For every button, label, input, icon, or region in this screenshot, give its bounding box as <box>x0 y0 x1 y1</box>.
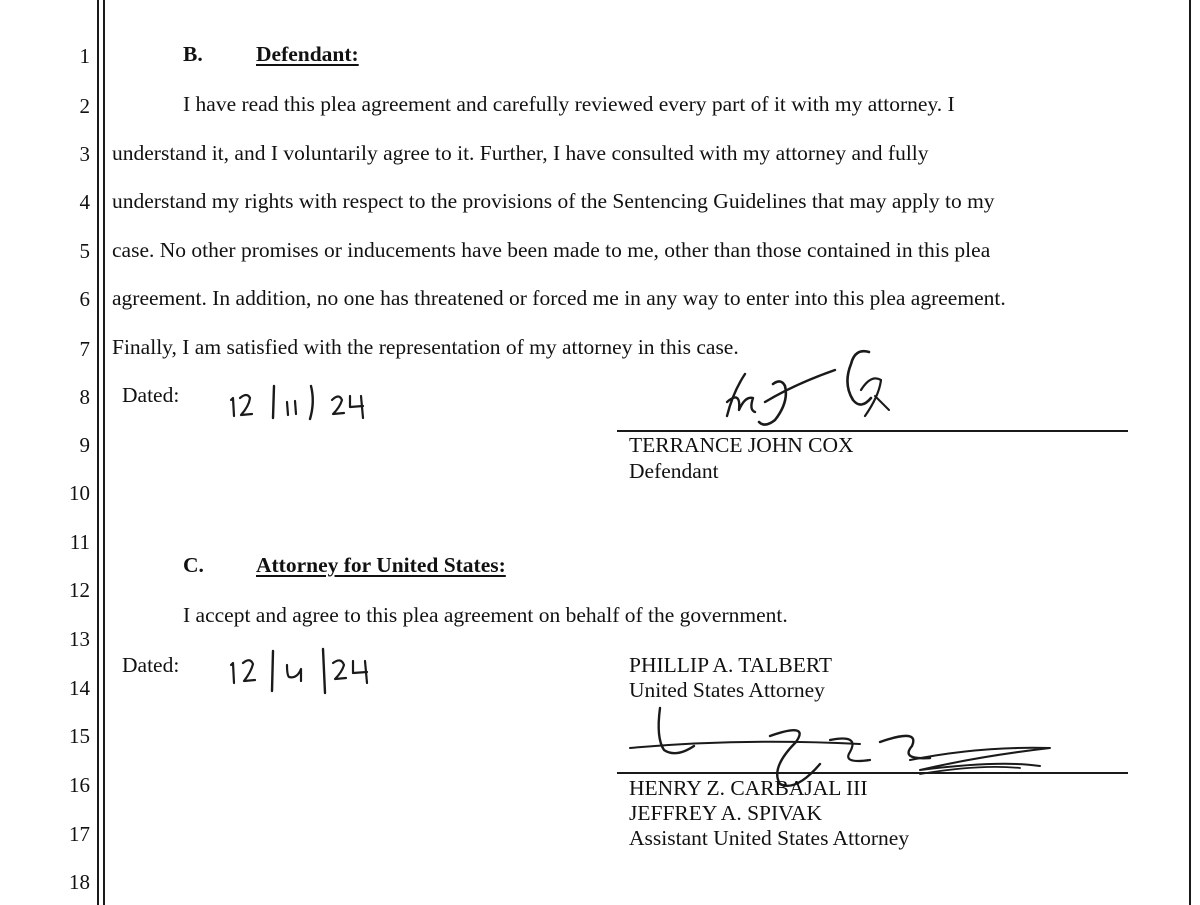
section-b-dated-label: Dated: <box>122 383 180 407</box>
defendant-role: Defendant <box>629 459 719 483</box>
line-number: 17 <box>69 822 90 846</box>
ausa-signature-line <box>617 772 1128 774</box>
section-b-paragraph-line: understand my rights with respect to the provisions of the Sentencing Guidelines that may apply to my <box>112 189 995 213</box>
section-b-paragraph-line: I have read this plea agreement and carefully reviewed every part of it with my attorney. I <box>183 92 955 116</box>
section-c-dated-label: Dated: <box>122 653 180 677</box>
line-number: 1 <box>79 44 90 68</box>
line-number: 4 <box>79 190 90 214</box>
right-margin-rule <box>1189 0 1191 905</box>
handwritten-date-defendant <box>225 382 385 422</box>
line-number: 8 <box>79 385 90 409</box>
line-number: 14 <box>69 676 90 700</box>
section-b-paragraph-line: understand it, and I voluntarily agree to it. Further, I have consulted with my attorney and fully <box>112 141 929 165</box>
us-attorney-title: United States Attorney <box>629 678 825 702</box>
section-b-paragraph-line: agreement. In addition, no one has threatened or forced me in any way to enter into this plea agreement. <box>112 286 1006 310</box>
ausa-name-2: JEFFREY A. SPIVAK <box>629 801 822 825</box>
ausa-name-1: HENRY Z. CARBAJAL III <box>629 776 868 800</box>
section-b-paragraph-line: case. No other promises or inducements have been made to me, other than those contained in this plea <box>112 238 991 262</box>
section-c-paragraph: I accept and agree to this plea agreement on behalf of the government. <box>183 603 788 627</box>
us-attorney-name: PHILLIP A. TALBERT <box>629 653 833 677</box>
section-b-paragraph-line: Finally, I am satisfied with the representation of my attorney in this case. <box>112 335 739 359</box>
line-number: 5 <box>79 239 90 263</box>
handwritten-date-government <box>225 645 385 695</box>
line-number: 7 <box>79 337 90 361</box>
defendant-signature <box>705 340 895 440</box>
line-number: 18 <box>69 870 90 894</box>
line-number: 6 <box>79 287 90 311</box>
section-b-heading: Defendant: <box>256 42 359 66</box>
section-c-heading: Attorney for United States: <box>256 553 506 577</box>
line-number: 15 <box>69 724 90 748</box>
left-margin-rule-outer <box>97 0 99 905</box>
line-number: 10 <box>69 481 90 505</box>
line-number: 13 <box>69 627 90 651</box>
line-number: 12 <box>69 578 90 602</box>
defendant-signature-line <box>617 430 1128 432</box>
defendant-name: TERRANCE JOHN COX <box>629 433 854 457</box>
ausa-title: Assistant United States Attorney <box>629 826 910 850</box>
line-number: 16 <box>69 773 90 797</box>
line-number: 3 <box>79 142 90 166</box>
section-c-letter: C. <box>183 553 204 577</box>
line-number: 11 <box>69 530 90 554</box>
left-margin-rule-inner <box>103 0 105 905</box>
line-number: 9 <box>79 433 90 457</box>
line-number: 2 <box>79 94 90 118</box>
section-b-letter: B. <box>183 42 203 66</box>
